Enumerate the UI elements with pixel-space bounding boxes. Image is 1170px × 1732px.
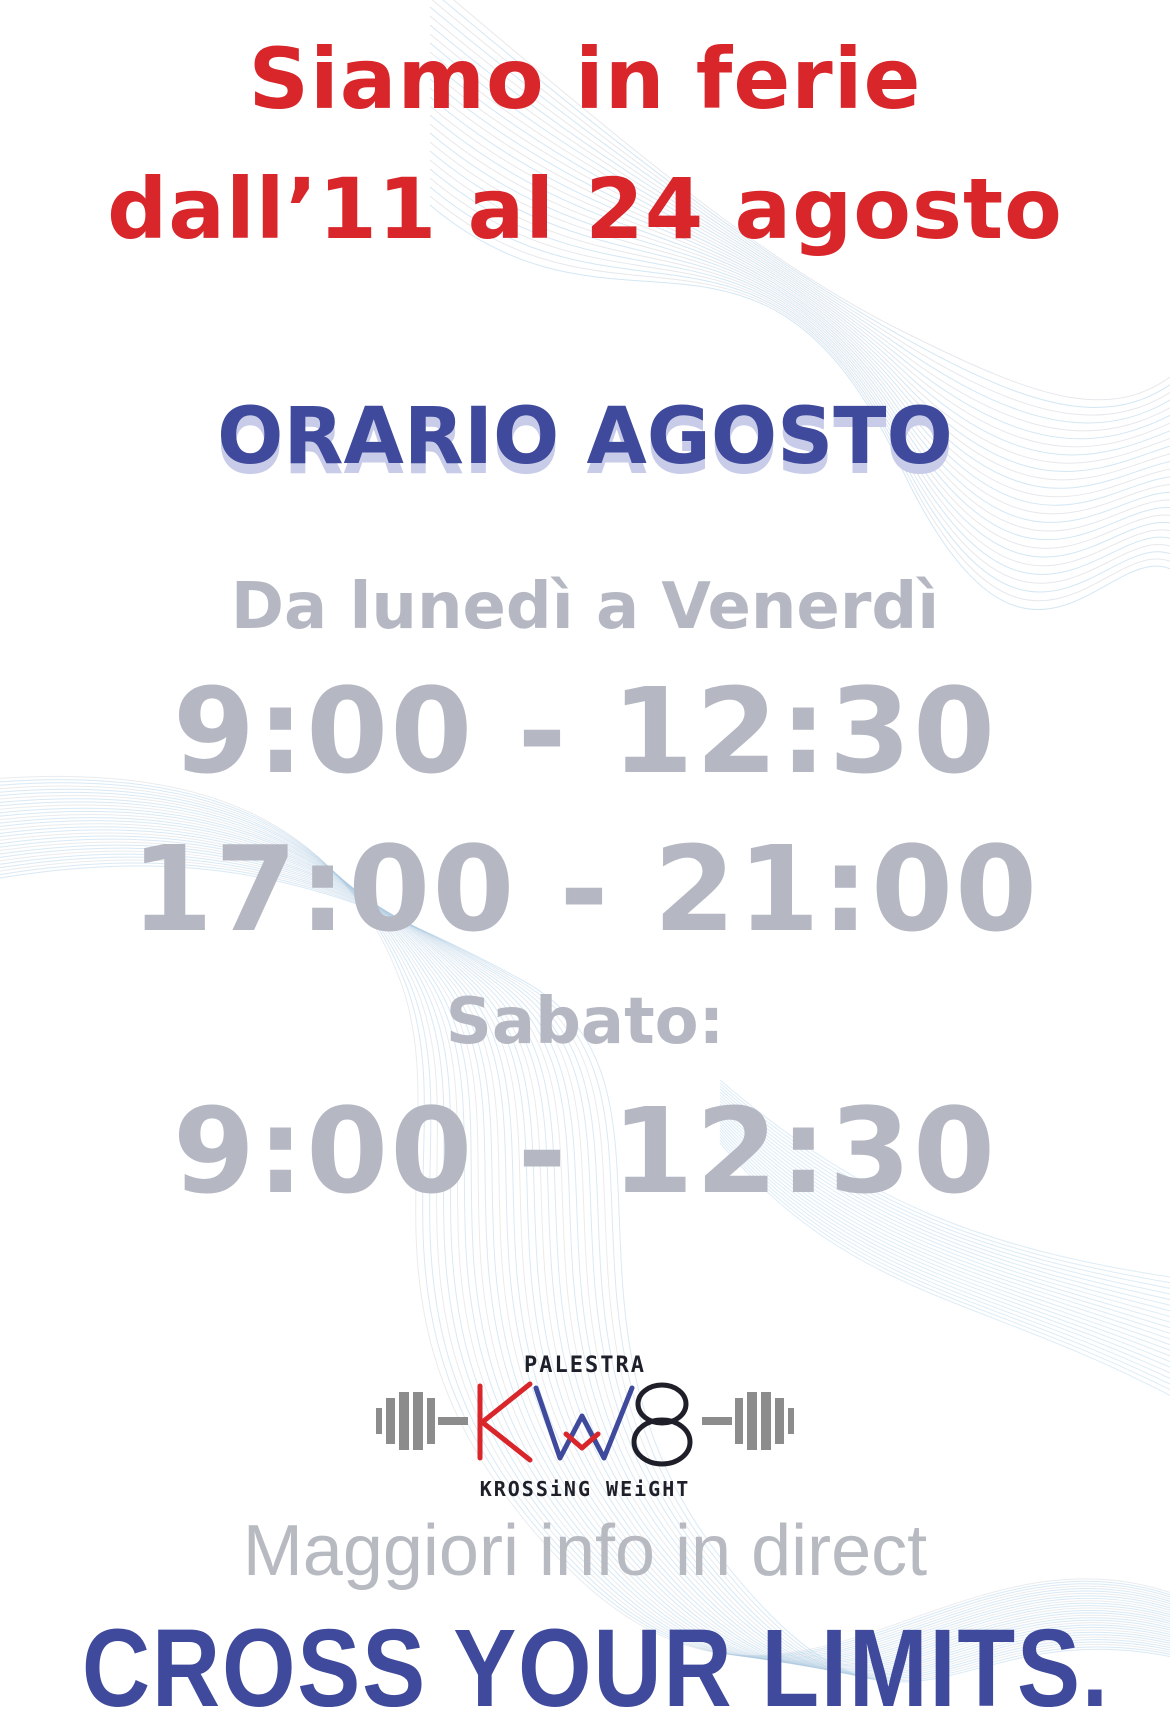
saturday-hours: 9:00 - 12:30: [172, 1082, 998, 1220]
logo-mark: [480, 1384, 690, 1464]
gym-logo: [370, 1348, 800, 1508]
headline-line-1: Siamo in ferie: [248, 30, 922, 128]
logo-bottom-text: KROSSiNG WEiGHT: [479, 1477, 691, 1501]
logo-top-text: PALESTRA: [524, 1353, 646, 1378]
weekdays-label: Da lunedì a Venerdì: [230, 570, 940, 644]
slogan: CROSS YOUR LIMITS.: [81, 1607, 1110, 1730]
saturday-label: Sabato:: [445, 985, 725, 1059]
weekdays-evening-hours: 17:00 - 21:00: [130, 820, 1040, 958]
headline-line-2: dall’11 al 24 agosto: [107, 160, 1063, 258]
more-info-text: Maggiori info in direct: [242, 1511, 928, 1591]
weekdays-morning-hours: 9:00 - 12:30: [172, 662, 998, 800]
schedule-title: ORARIO AGOSTO: [217, 392, 953, 482]
